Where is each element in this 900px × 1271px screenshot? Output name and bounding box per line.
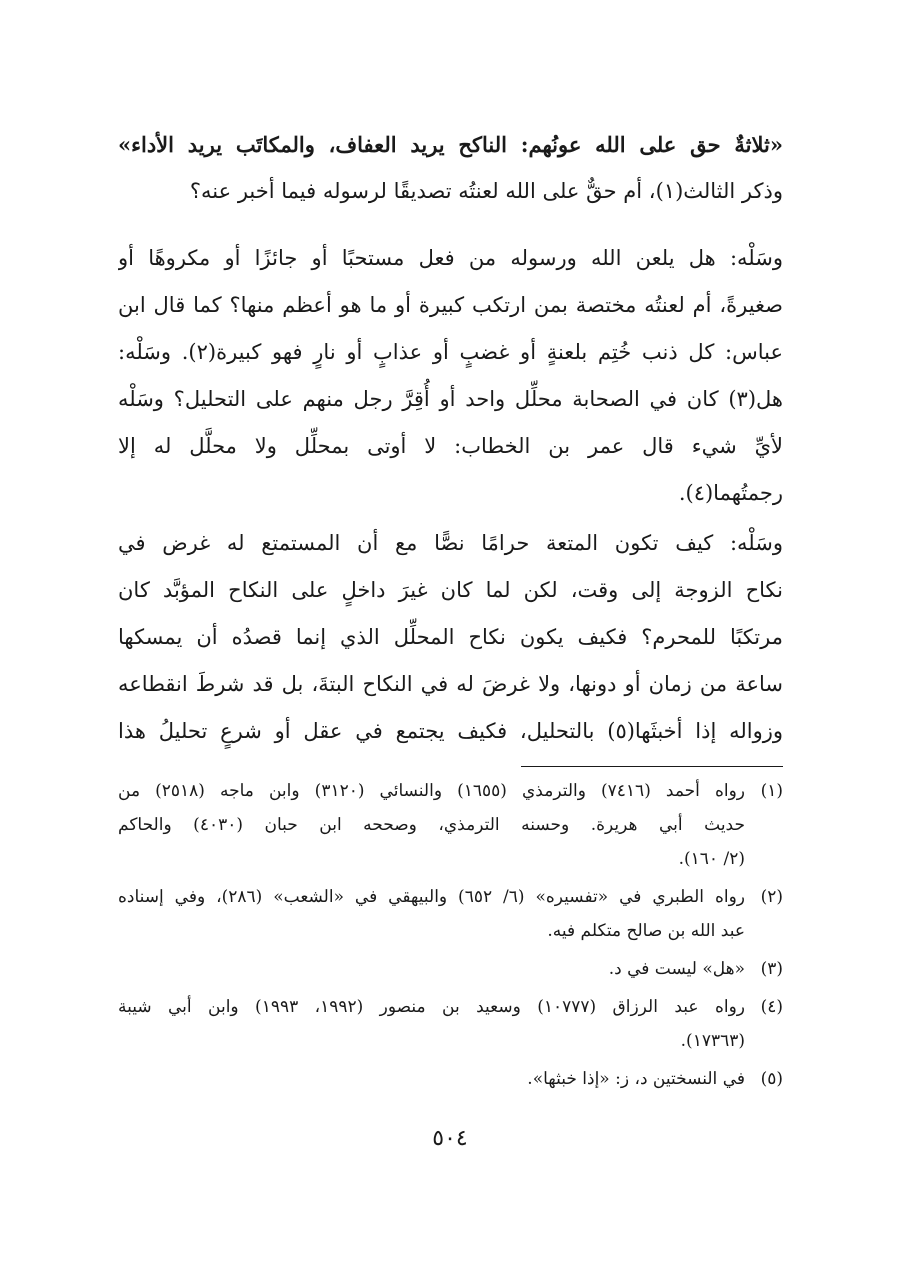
footnote-2 (118, 880, 783, 948)
text-line: وسَلْه: هل يلعن الله ورسوله من فعل مستحبًا أو جائزًا أو مكروهًا أو (118, 246, 783, 270)
footnote-number: (٢) (760, 887, 783, 907)
footnote-4 (118, 990, 783, 1058)
footnote-1 (118, 774, 783, 876)
text-line: هل(٣) كان في الصحابة محلِّل واحد أو أُقِرَّ رجل منهم على التحليل؟ وسَلْه (118, 387, 783, 411)
footnote-line: في النسختين د، ز: «إذا خبثها». (527, 1069, 745, 1089)
footnote-3 (118, 952, 783, 986)
footnote-divider (521, 766, 783, 767)
page-number: ٥٠٤ (432, 1126, 468, 1151)
text-line: رجمتُهما(٤). (678, 481, 783, 505)
footnote-number: (٣) (760, 959, 783, 979)
footnote-line: (٢/ ١٦٠). (678, 849, 745, 869)
text-line: نكاح الزوجة إلى وقت، لكن لما كان غيرَ داخلٍ على النكاح المؤبَّد كان (118, 578, 783, 602)
text-line: وذكر الثالث(١)، أم حقٌّ على الله لعنتُه تصديقًا لرسوله فيما أخبر عنه؟ (189, 179, 783, 203)
footnote-line: حديث أبي هريرة. وحسنه الترمذي، وصححه ابن حبان (٤٠٣٠) والحاكم (118, 815, 745, 835)
text-line: وزواله إذا أخبثَها(٥) بالتحليل، فكيف يجتمع في عقل أو شرعٍ تحليلُ هذا (118, 719, 783, 743)
paragraph-2 (118, 235, 783, 517)
text-line: وسَلْه: كيف تكون المتعة حرامًا نصًّا مع أن المستمتع له غرض في (118, 531, 783, 555)
footnote-line: «هل» ليست في د. (608, 959, 745, 979)
footnote-line: (١٧٣٦٣). (680, 1031, 745, 1051)
footnote-line: رواه أحمد (٧٤١٦) والترمذي (١٦٥٥) والنسائي (٣١٢٠) وابن ماجه (٢٥١٨) من (118, 781, 745, 801)
paragraph-3 (118, 520, 783, 755)
footnote-5 (118, 1062, 783, 1096)
text-line: «ثلاثةٌ حق على الله عونُهم: الناكح يريد العفاف، والمكاتَب يريد الأداء» (118, 132, 783, 157)
text-line: صغيرةً، أم لعنتُه مختصة بمن ارتكب كبيرة أو ما هو أعظم منها؟ كما قال ابن (118, 293, 783, 317)
paragraph-1 (118, 121, 783, 215)
text-line: مرتكبًا للمحرم؟ فكيف يكون نكاح المحلِّل الذي إنما قصدُه أن يمسكها (118, 625, 783, 649)
footnote-number: (٤) (760, 997, 783, 1017)
footnote-line: رواه الطبري في «تفسيره» (٦/ ٦٥٢) والبيهقي في «الشعب» (٢٨٦)، وفي إسناده (118, 887, 745, 907)
footnote-line: رواه عبد الرزاق (١٠٧٧٧) وسعيد بن منصور (١٩٩٢، ١٩٩٣) وابن أبي شيبة (118, 997, 745, 1017)
text-line: ساعة من زمان أو دونها، ولا غرضَ له في النكاح البتةَ، بل قد شرطَ انقطاعه (118, 672, 783, 696)
text-line: لأيِّ شيء قال عمر بن الخطاب: لا أوتى بمحلِّل ولا محلَّل له إلا (118, 434, 783, 458)
footnote-line: عبد الله بن صالح متكلم فيه. (547, 921, 745, 941)
footnote-number: (٥) (760, 1069, 783, 1089)
text-line: عباس: كل ذنب خُتِم بلعنةٍ أو غضبٍ أو عذابٍ أو نارٍ فهو كبيرة(٢). وسَلْه: (118, 340, 783, 364)
footnote-number: (١) (760, 781, 783, 801)
